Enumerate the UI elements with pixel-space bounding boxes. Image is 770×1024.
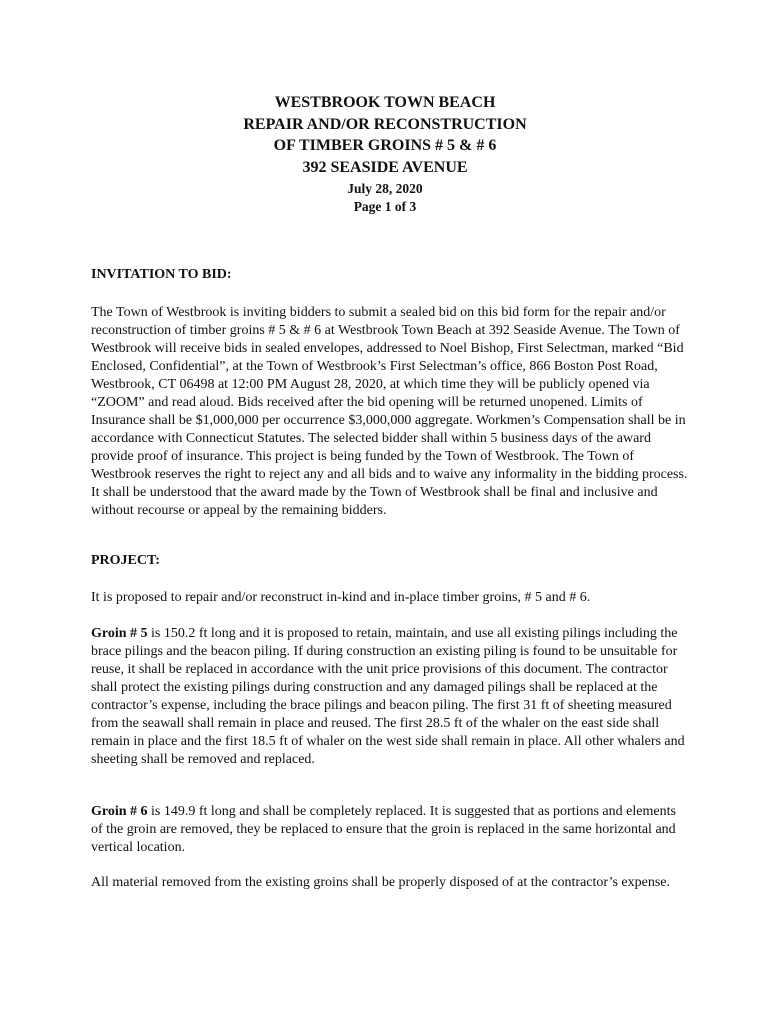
- title-line-1: WESTBROOK TOWN BEACH: [274, 94, 496, 111]
- groin-6-text: is 149.9 ft long and shall be completely replaced. It is suggested that as portions and elements of the groin are removed, they be replaced to ensure that the groin is replaced in the same horizontal and vertical location.: [91, 804, 676, 855]
- project-heading: PROJECT:: [91, 553, 160, 568]
- groin-6-paragraph: [91, 803, 691, 857]
- title-block: [0, 92, 770, 216]
- title-line-4: 392 SEASIDE AVENUE: [302, 158, 468, 176]
- project-intro: It is proposed to repair and/or reconstruct in-kind and in-place timber groins, # 5 and # 6.: [91, 590, 591, 605]
- invitation-heading: INVITATION TO BID:: [91, 267, 232, 282]
- groin-5-text: is 150.2 ft long and it is proposed to retain, maintain, and use all existing pilings including the brace pilings and the beacon piling. If during construction an existing piling is found to be unsuitable for reuse, it shall be replaced in accordance with the unit price provisions of this document. The contractor shall protect the existing pilings during construction and any damaged pilings shall be replaced at the contractor’s expense, including the brace pilings and beacon piling. The first 31 ft of sheeting measured from the seawall shall remain in place and reused. The first 28.5 ft of the whaler on the east side shall remain in place and the first 18.5 ft of whaler on the west side shall remain in place. All other whalers and sheeting shall be removed and replaced.: [91, 626, 685, 767]
- groin-5-label: Groin # 5: [91, 626, 148, 641]
- document-date: July 28, 2020: [347, 181, 423, 196]
- invitation-paragraph: The Town of Westbrook is inviting bidders to submit a sealed bid on this bid form for the repair and/or reconstruction of timber groins # 5 & # 6 at Westbrook Town Beach at 392 Seaside Avenue. The Town of Westbrook will receive bids in sealed envelopes, addressed to Noel Bishop, First Selectman, marked “Bid Enclosed, Confidential”, at the Town of Westbrook’s First Selectman’s office, 866 Boston Post Road, Westbrook, CT 06498 at 12:00 PM August 28, 2020, at which time they will be publicly opened via “ZOOM” and read aloud. Bids received after the bid opening will be returned unopened. Limits of Insurance shall be $1,000,000 per occurrence $3,000,000 aggregate. Workmen’s Compensation shall be in accordance with Connecticut Statutes. The selected bidder shall within 5 business days of the award provide proof of insurance. This project is being funded by the Town of Westbrook. The Town of Westbrook reserves the right to reject any and all bids and to waive any informality in the bidding process. It shall be understood that the award made by the Town of Westbrook shall be final and inclusive and without recourse or appeal by the remaining bidders.: [91, 305, 688, 518]
- title-line-2: REPAIR AND/OR RECONSTRUCTION: [243, 115, 527, 133]
- title-line-3: OF TIMBER GROINS # 5 & # 6: [273, 137, 497, 154]
- groin-6-label: Groin # 6: [91, 804, 148, 819]
- page-number: Page 1 of 3: [353, 199, 417, 214]
- disposal-paragraph: All material removed from the existing groins shall be properly disposed of at the contractor’s expense.: [91, 875, 671, 890]
- groin-5-paragraph: [91, 625, 691, 769]
